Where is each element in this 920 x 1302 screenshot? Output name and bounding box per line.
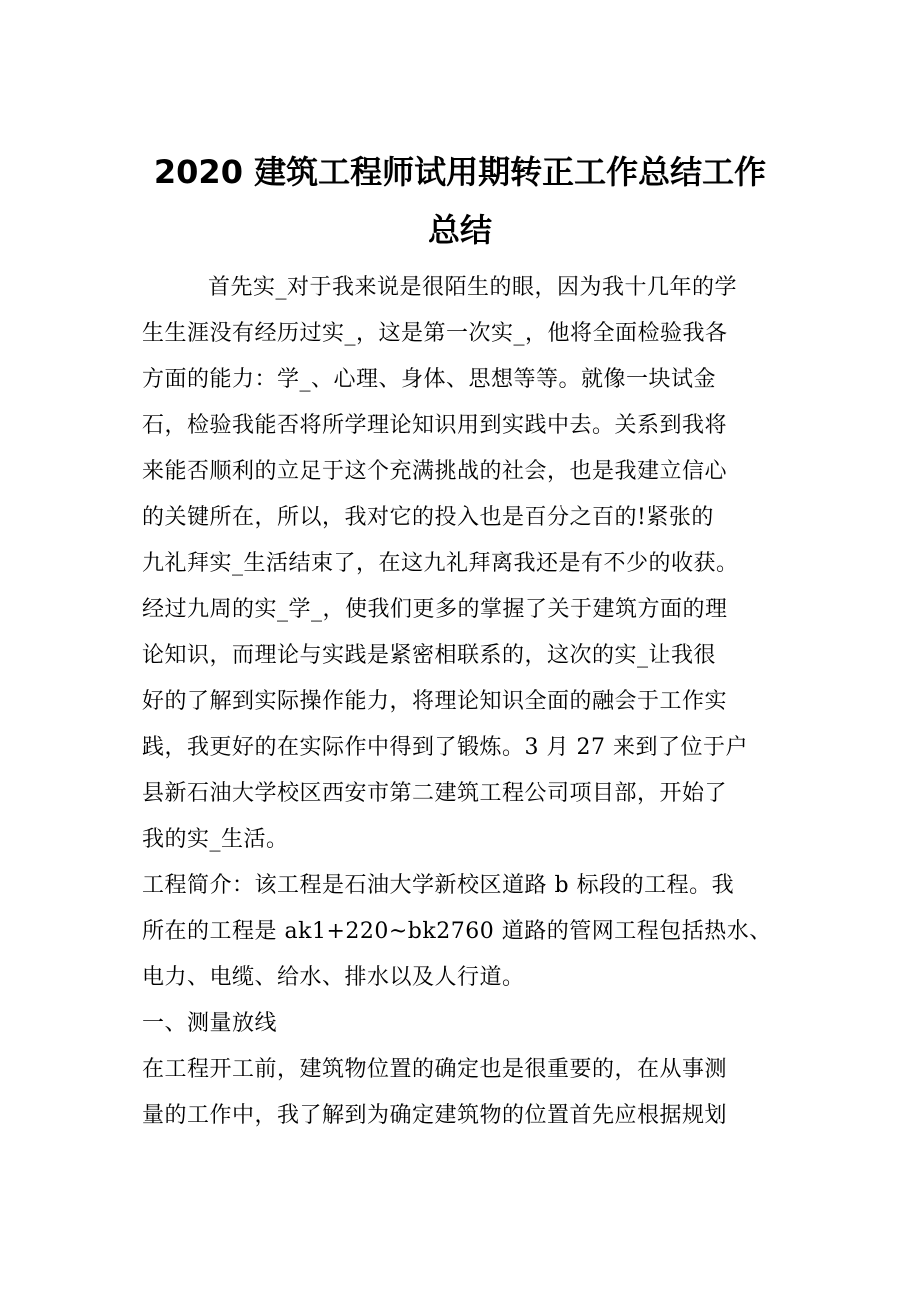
paragraph-line: 县新石油大学校区西安市第二建筑工程公司项目部，开始了 [142, 781, 728, 806]
document-body [142, 265, 797, 1139]
section-heading: 一、测量放线 [142, 1011, 278, 1036]
title-line: 2020 建筑工程师试用期转正工作总结工作 [153, 153, 767, 191]
paragraph-project-intro [142, 863, 797, 1001]
title-line: 总结 [427, 211, 492, 249]
document-title [140, 143, 780, 259]
paragraph-line: 好的了解到实际操作能力，将理论知识全面的融会于工作实 [142, 689, 728, 714]
paragraph-line: 论知识，而理论与实践是紧密相联系的，这次的实_让我很 [142, 643, 717, 668]
paragraph-survey [142, 1047, 797, 1139]
paragraph-line: 所在的工程是 ak1+220~bk2760 道路的管网工程包括热水、 [142, 919, 772, 944]
paragraph-line: 的关键所在，所以，我对它的投入也是百分之百的!紧张的 [142, 505, 714, 530]
paragraph-line: 来能否顺利的立足于这个充满挑战的社会，也是我建立信心 [142, 459, 728, 484]
paragraph-line: 首先实_对于我来说是很陌生的眼，因为我十几年的学 [208, 275, 738, 300]
paragraph-line: 工程简介：该工程是石油大学新校区道路 b 标段的工程。我 [142, 873, 735, 898]
paragraph-line: 我的实_生活。 [142, 827, 289, 852]
paragraph-line: 石，检验我能否将所学理论知识用到实践中去。关系到我将 [142, 413, 728, 438]
paragraph-line: 在工程开工前，建筑物位置的确定也是很重要的，在从事测 [142, 1057, 728, 1082]
paragraph-intro [142, 265, 797, 863]
paragraph-line: 践，我更好的在实际作中得到了锻炼。3 月 27 来到了位于户 [142, 735, 748, 760]
paragraph-line: 电力、电缆、给水、排水以及人行道。 [142, 965, 525, 990]
paragraph-line: 量的工作中，我了解到为确定建筑物的位置首先应根据规划 [142, 1103, 728, 1128]
paragraph-line: 方面的能力：学_、心理、身体、思想等等。就像一块试金 [142, 367, 717, 392]
paragraph-line: 经过九周的实_学_，使我们更多的掌握了关于建筑方面的理 [142, 597, 728, 622]
paragraph-line: 生生涯没有经历过实_，这是第一次实_，他将全面检验我各 [142, 321, 728, 346]
paragraph-line: 九礼拜实_生活结束了，在这九礼拜离我还是有不少的收获。 [142, 551, 739, 576]
